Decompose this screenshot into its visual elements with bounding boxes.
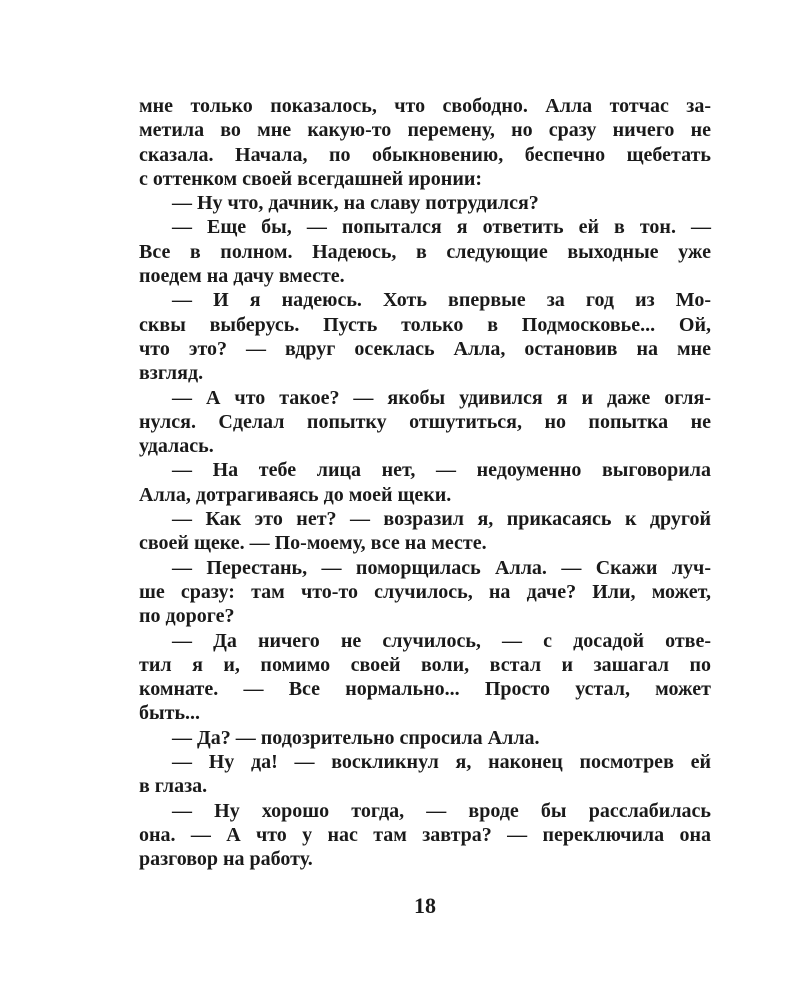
paragraph: [139, 629, 711, 726]
text-line: что это? — вдруг осеклась Алла, остановив на мне: [139, 337, 711, 360]
text-line: — Перестань, — поморщилась Алла. — Скажи луч-: [172, 556, 711, 579]
text-line: с оттенком своей всегдашней иронии:: [139, 167, 483, 190]
text-line: взгляд.: [139, 362, 204, 385]
paragraph: [139, 556, 711, 629]
page-body: [139, 94, 711, 872]
text-line: тил я и, помимо своей воли, встал и зашагал по: [139, 653, 711, 676]
paragraph: [139, 750, 711, 799]
paragraph: [139, 215, 711, 288]
text-line: в глаза.: [139, 775, 208, 798]
text-line: сказала. Начала, по обыкновению, беспечно щебетать: [139, 143, 711, 166]
paragraph: [139, 191, 711, 215]
text-line: — На тебе лица нет, — недоуменно выговорила: [172, 459, 711, 482]
text-line: сквы выберусь. Пусть только в Подмосковье... Ой,: [139, 313, 711, 336]
text-line: удалась.: [139, 435, 214, 458]
text-line: — Как это нет? — возразил я, прикасаясь к другой: [172, 508, 711, 531]
text-line: ше сразу: там что-то случилось, на даче? Или, может,: [139, 580, 711, 603]
text-line: — Ну да! — воскликнул я, наконец посмотрев ей: [172, 751, 711, 774]
paragraph: [139, 458, 711, 507]
text-line: — И я надеюсь. Хоть впервые за год из Мо-: [172, 289, 711, 312]
paragraph: [139, 288, 711, 385]
paragraph: [139, 94, 711, 191]
paragraph: [139, 726, 711, 750]
text-line: быть...: [139, 702, 201, 725]
paragraph: [139, 799, 711, 872]
text-line: Алла, дотрагиваясь до моей щеки.: [139, 483, 452, 506]
text-line: — Ну что, дачник, на славу потрудился?: [172, 192, 539, 215]
text-line: — Да? — подозрительно спросила Алла.: [172, 726, 540, 749]
text-line: своей щеке. — По-моему, все на месте.: [139, 532, 487, 555]
text-line: мне только показалось, что свободно. Алла тотчас за-: [139, 95, 711, 117]
text-line: — Да ничего не случилось, — с досадой отве-: [172, 629, 711, 652]
text-line: комнате. — Все нормально... Просто устал, может: [139, 678, 711, 701]
text-line: разговор на работу.: [139, 848, 313, 871]
text-line: нулся. Сделал попытку отшутиться, но попытка не: [139, 410, 711, 433]
paragraph: [139, 386, 711, 459]
page-number: 18: [414, 893, 436, 918]
text-line: — А что такое? — якобы удивился я и даже огля-: [172, 386, 711, 409]
paragraph: [139, 507, 711, 556]
text-line: — Ну хорошо тогда, — вроде бы расслабилась: [172, 799, 711, 822]
text-line: — Еще бы, — попытался я ответить ей в тон. —: [172, 216, 711, 239]
text-line: поедем на дачу вместе.: [139, 265, 345, 288]
text-line: метила во мне какую-то перемену, но сразу ничего не: [139, 119, 711, 142]
text-line: Все в полном. Надеюсь, в следующие выходные уже: [139, 240, 711, 263]
text-line: по дороге?: [139, 605, 235, 628]
text-line: она. — А что у нас там завтра? — переключила она: [139, 823, 711, 846]
